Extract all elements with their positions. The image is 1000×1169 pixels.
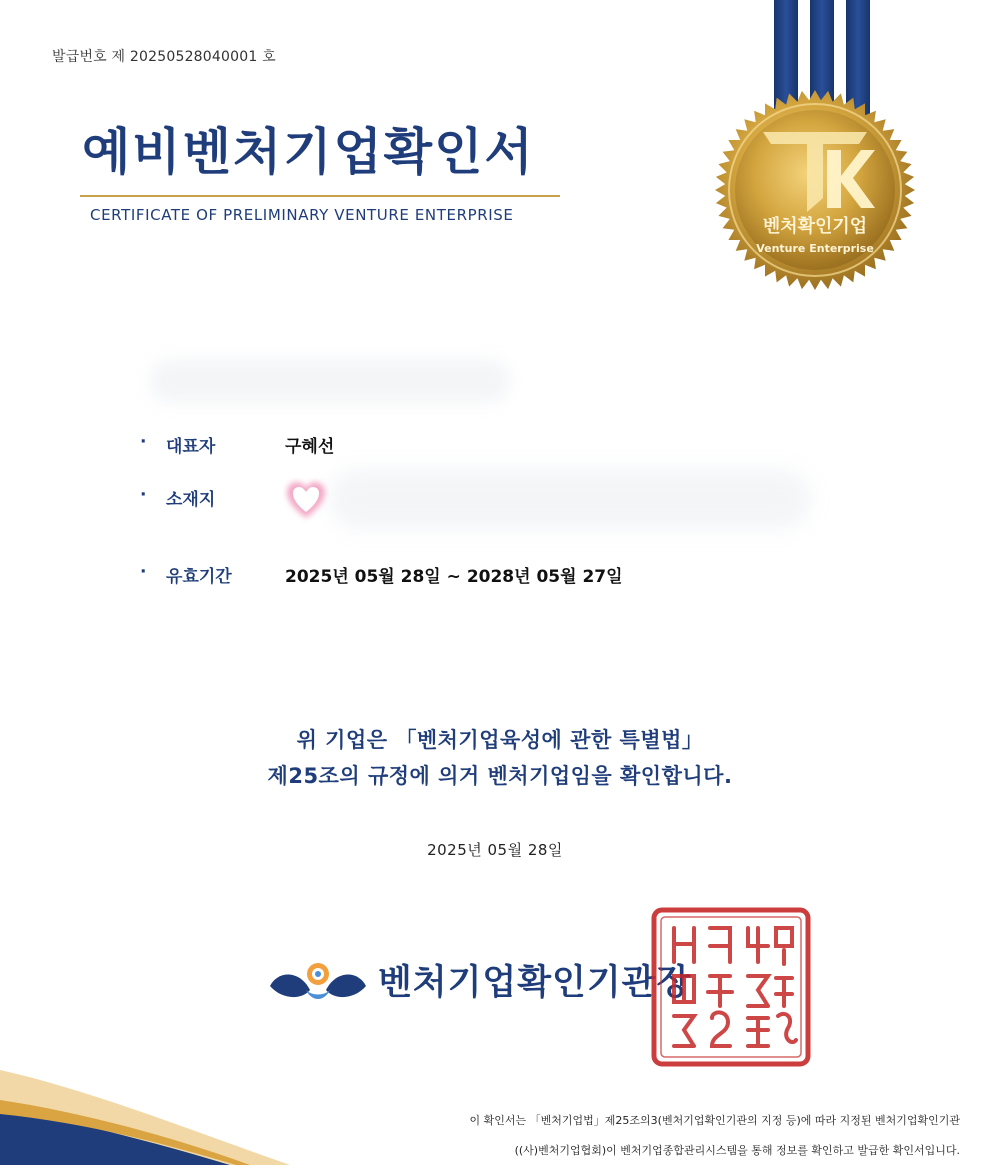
issue-number: 발급번호 제 20250528040001 호 — [52, 49, 276, 65]
page-subtitle: CERTIFICATE OF PRELIMINARY VENTURE ENTERPRISE — [90, 206, 514, 224]
svg-text:벤처확인기업: 벤처확인기업 — [762, 216, 868, 237]
heart-icon — [283, 478, 329, 524]
certification-statement — [0, 722, 1000, 794]
bullet: · — [140, 562, 147, 582]
redacted-address — [330, 470, 810, 528]
gold-seal-icon — [712, 0, 918, 295]
decorative-corner — [0, 1060, 290, 1165]
issuer-name: 벤처기업확인기관장 — [378, 963, 692, 1003]
statement-line-2: 제25조의 규정에 의거 벤처기업임을 확인합니다. — [267, 764, 733, 788]
footer-note-line-1: 이 확인서는 「벤처기업법」제25조의3(벤처기업확인기관의 지정 등)에 따라 지정된 벤처기업확인기관 — [469, 1114, 960, 1127]
bullet: · — [140, 432, 147, 452]
location-label: 소재지 — [166, 490, 216, 510]
representative-value: 구혜선 — [285, 437, 335, 457]
validity-value: 2025년 05월 28일 ~ 2028년 05월 27일 — [285, 567, 623, 587]
redacted-company-name — [150, 360, 510, 402]
page-title: 예비벤처기업확인서 — [82, 123, 535, 181]
title-divider — [80, 195, 560, 197]
bullet: · — [140, 485, 147, 505]
red-official-seal-icon — [650, 906, 812, 1068]
representative-label: 대표자 — [166, 437, 216, 457]
statement-line-1: 위 기업은 「벤처기업육성에 관한 특별법」 — [296, 728, 704, 752]
svg-text:Venture Enterprise: Venture Enterprise — [756, 242, 874, 255]
validity-label: 유효기간 — [166, 567, 232, 587]
issue-date: 2025년 05월 28일 — [427, 841, 563, 859]
footer-note-line-2: ((사)벤처기업협회)이 벤처기업종합관리시스템을 통해 정보를 확인하고 발급한 확인서입니다. — [514, 1144, 960, 1157]
organization-logo-icon — [268, 960, 368, 1008]
